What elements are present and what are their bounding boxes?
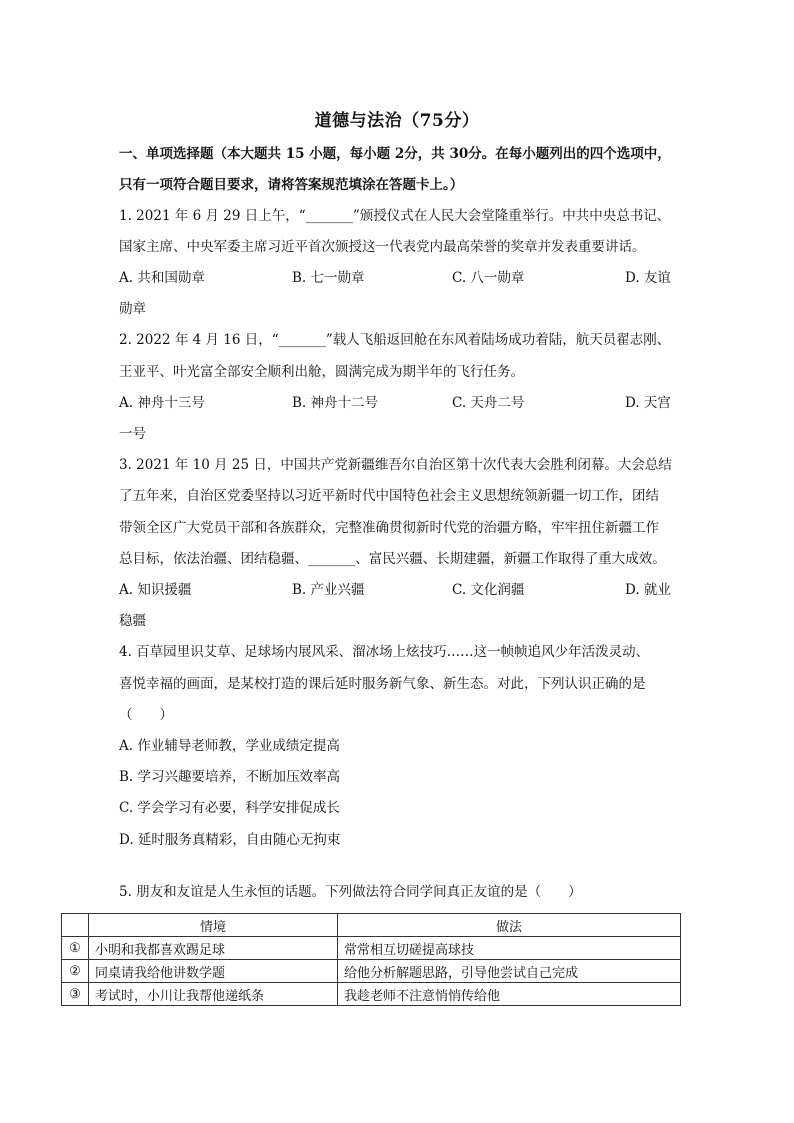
q3-stem-line-4: 总目标，依法治疆、团结稳疆、_______、富民兴疆、长期建疆，新疆工作取得了重大成效。 [119,551,666,567]
table-row [62,937,681,960]
q3-option-d[interactable]: D. 就业 [625,582,671,598]
q4-answer-bracket: （ ） [119,707,173,723]
table-header-situation: 情境 [89,914,338,937]
q3-option-d-wrap: 稳疆 [119,613,146,629]
q2-option-a[interactable]: A. 神舟十三号 [119,395,205,411]
q5-stem: 5. 朋友和友谊是人生永恒的话题。下列做法符合同学间真正友谊的是（ ） [119,884,582,900]
row-action: 我趁老师不注意悄悄传给他 [338,983,681,1006]
row-number: ③ [62,983,89,1006]
q4-option-a[interactable]: A. 作业辅导老师教，学业成绩定提高 [119,738,340,754]
table-header-row [62,914,681,937]
q1-option-a[interactable]: A. 共和国勋章 [119,270,205,286]
q1-option-b[interactable]: B. 七一勋章 [292,270,365,286]
q2-stem-line-2: 王亚平、叶光富全部安全顺利出舱，圆满完成为期半年的飞行任务。 [119,364,524,380]
q5-table [61,913,681,1006]
q3-stem-line-3: 带领全区广大党员干部和各族群众，完整准确贯彻新时代党的治疆方略，牢牢扭住新疆工作 [119,520,659,536]
table-row [62,983,681,1006]
row-situation: 考试时，小川让我帮他递纸条 [89,983,338,1006]
row-number: ② [62,960,89,983]
row-action: 给他分析解题思路，引导他尝试自己完成 [338,960,681,983]
q3-option-c[interactable]: C. 文化润疆 [452,582,525,598]
q2-option-b[interactable]: B. 神舟十二号 [292,395,379,411]
q4-option-d[interactable]: D. 延时服务真精彩，自由随心无拘束 [119,832,341,848]
q3-option-a[interactable]: A. 知识援疆 [119,582,192,598]
section-heading-line-2: 只有一项符合题目要求，请将答案规范填涂在答题卡上。） [119,177,464,193]
q1-stem-line-1: 1. 2021 年 6 月 29 日上午，“_______”颁授仪式在人民大会堂隆重举行。中共中央总书记、 [119,208,671,224]
q1-option-c[interactable]: C. 八一勋章 [452,270,525,286]
q1-option-d[interactable]: D. 友谊 [625,270,671,286]
q2-stem-line-1: 2. 2022 年 4 月 16 日，“_______”载人飞船返回舱在东风着陆场成功着陆，航天员翟志刚、 [119,332,671,348]
q2-option-c[interactable]: C. 天舟二号 [452,395,525,411]
row-action: 常常相互切磋提高球技 [338,937,681,960]
row-situation: 小明和我都喜欢踢足球 [89,937,338,960]
section-heading-line-1: 一、单项选择题（本大题共 15 小题，每小题 2分，共 30分。在每小题列出的四个选项中， [119,146,671,162]
q4-option-c[interactable]: C. 学会学习有必要，科学安排促成长 [119,800,340,816]
row-situation: 同桌请我给他讲数学题 [89,960,338,983]
table-row [62,960,681,983]
q1-stem-line-2: 国家主席、中央军委主席习近平首次颁授这一代表党内最高荣誉的奖章并发表重要讲话。 [119,239,646,255]
q4-stem-line-2: 喜悦幸福的画面，是某校打造的课后延时服务新气象、新生态。对此，下列认识正确的是 [119,676,646,692]
q2-option-d-wrap: 一号 [119,426,146,442]
q4-option-b[interactable]: B. 学习兴趣要培养，不断加压效率高 [119,769,341,785]
table-header-action: 做法 [338,914,681,937]
q3-stem-line-1: 3. 2021 年 10 月 25 日，中国共产党新疆维吾尔自治区第十次代表大会胜利闭幕。大会总结 [119,457,672,473]
q1-option-d-wrap: 勋章 [119,301,146,317]
row-number: ① [62,937,89,960]
page-title: 道德与法治（75分） [314,111,480,131]
q4-stem-line-1: 4. 百草园里识艾草、足球场内展风采、溜冰场上炫技巧……这一帧帧追风少年活泼灵动、 [119,644,650,660]
q3-option-b[interactable]: B. 产业兴疆 [292,582,365,598]
table-header-number [62,914,89,937]
q3-stem-line-2: 了五年来，自治区党委坚持以习近平新时代中国特色社会主义思想统领新疆一切工作，团结 [119,488,659,504]
q2-option-d[interactable]: D. 天宫 [625,395,671,411]
